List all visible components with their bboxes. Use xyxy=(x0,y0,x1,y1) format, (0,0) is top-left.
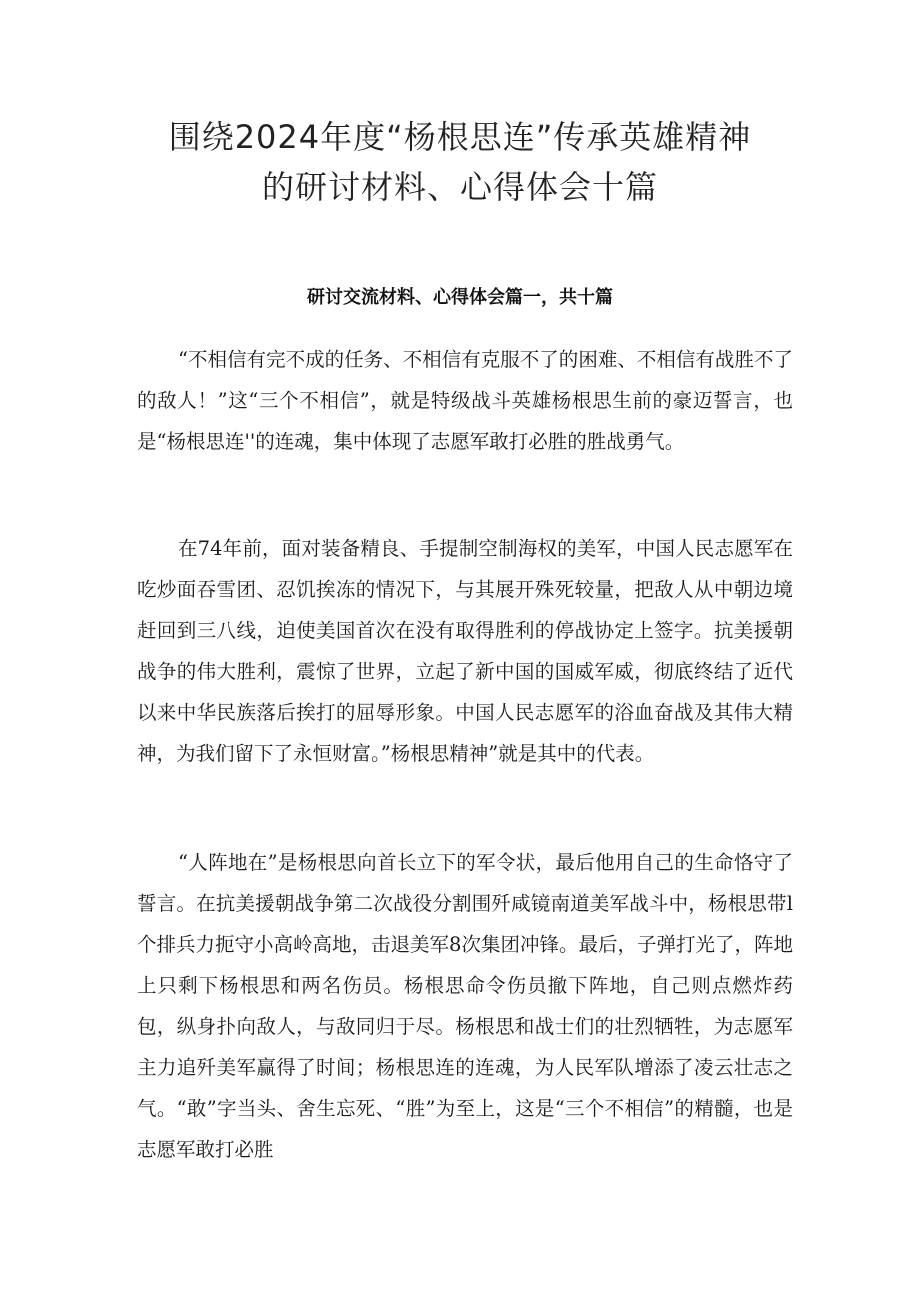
paragraph-1: “不相信有完不成的任务、不相信有克服不了的困难、不相信有战胜不了的敌人！”这“三个不相信”，就是特级战斗英雄杨根思生前的豪迈誓言，也是“杨根思连''的连魂，集中体现了志愿军敢打必胜的胜战勇气。 xyxy=(137,348,793,453)
document-title-line-2: 的研讨材料、心得体会十篇 xyxy=(261,168,658,206)
paragraph-2: 在74年前，面对装备精良、手提制空制海权的美军，中国人民志愿军在吃炒面吞雪团、忍饥挨冻的情况下，与其展开殊死较量，把敌人从中朝边境赶回到三八线，迫使美国首次在没有取得胜利的停战协定上签字。抗美援朝战争的伟大胜利，震惊了世界，立起了新中国的国威军威，彻底终结了近代以来中华民族落后挨打的屈辱形象。中国人民志愿军的浴血奋战及其伟大精神，为我们留下了永恒财富。”杨根思精神”就是其中的代表。 xyxy=(137,537,793,765)
document-title xyxy=(100,112,820,212)
document-title-line-1: 围绕2024年度“杨根思连”传承英雄精神 xyxy=(168,118,752,156)
paragraph-3: “人阵地在”是杨根思向首长立下的军令状，最后他用自己的生命恪守了誓言。在抗美援朝战争第二次战役分割围歼咸镜南道美军战斗中，杨根思带l个排兵力扼守小高岭高地，击退美军8次集团冲锋。最后，子弹打光了，阵地上只剩下杨根思和两名伤员。杨根思命令伤员撤下阵地，自己则点燃炸药包，纵身扑向敌人，与敌同归于尽。杨根思和战士们的壮烈牺牲，为志愿军主力追歼美军赢得了时间；杨根思连的连魂，为人民军队增添了凌云壮志之气。“敢”字当头、舍生忘死、“胜”为至上，这是“三个不相信”的精髓，也是志愿军敢打必胜 xyxy=(137,851,793,1161)
section-heading: 研讨交流材料、心得体会篇一，共十篇 xyxy=(307,287,613,308)
